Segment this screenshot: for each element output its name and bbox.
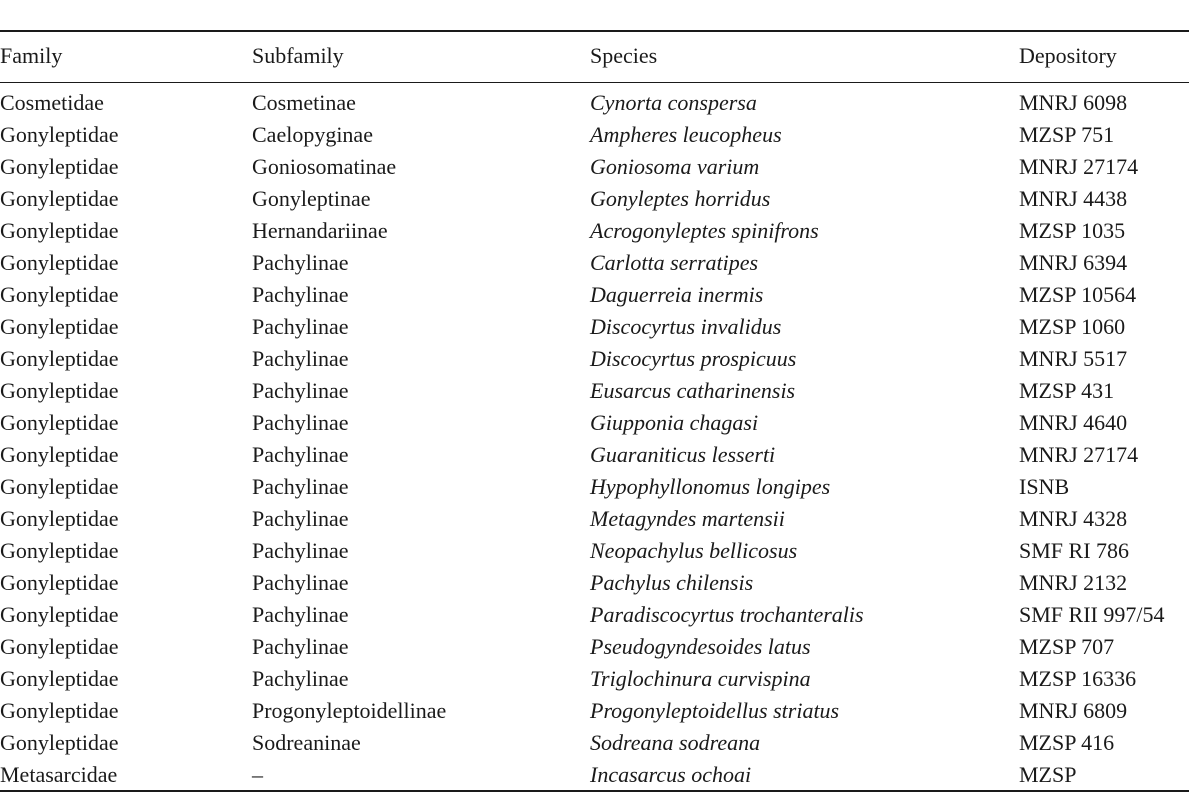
cell-depository: MNRJ 27174 bbox=[1019, 442, 1139, 467]
cell-family: Gonyleptidae bbox=[0, 634, 119, 659]
cell-species: Cynorta conspersa bbox=[590, 90, 757, 115]
cell-species: Incasarcus ochoai bbox=[590, 762, 752, 787]
table-row bbox=[0, 759, 1189, 791]
table-row bbox=[0, 343, 1189, 375]
cell-depository: MNRJ 6098 bbox=[1019, 90, 1128, 115]
header-family: Family bbox=[0, 43, 63, 68]
cell-family: Gonyleptidae bbox=[0, 410, 119, 435]
cell-species: Paradiscocyrtus trochanteralis bbox=[590, 602, 864, 627]
cell-family: Gonyleptidae bbox=[0, 730, 119, 755]
cell-family: Gonyleptidae bbox=[0, 666, 119, 691]
cell-family: Metasarcidae bbox=[0, 762, 118, 787]
cell-depository: MZSP 1035 bbox=[1019, 218, 1126, 243]
cell-species: Progonyleptoidellus striatus bbox=[590, 698, 840, 723]
cell-subfamily: Progonyleptoidellinae bbox=[252, 698, 447, 723]
header-subfamily: Subfamily bbox=[252, 43, 344, 68]
table-row bbox=[0, 439, 1189, 471]
cell-species: Triglochinura curvispina bbox=[590, 666, 811, 691]
cell-subfamily: – bbox=[252, 762, 263, 787]
cell-family: Gonyleptidae bbox=[0, 602, 119, 627]
table-header bbox=[0, 37, 1189, 75]
cell-depository: MNRJ 4640 bbox=[1019, 410, 1128, 435]
cell-species: Ampheres leucopheus bbox=[590, 122, 782, 147]
cell-subfamily: Sodreaninae bbox=[252, 730, 361, 755]
table-row bbox=[0, 663, 1189, 695]
table-row bbox=[0, 119, 1189, 151]
cell-family: Gonyleptidae bbox=[0, 250, 119, 275]
cell-subfamily: Pachylinae bbox=[252, 570, 349, 595]
cell-subfamily: Pachylinae bbox=[252, 378, 349, 403]
table-row bbox=[0, 183, 1189, 215]
table-row bbox=[0, 695, 1189, 727]
cell-subfamily: Goniosomatinae bbox=[252, 154, 397, 179]
cell-depository: MNRJ 27174 bbox=[1019, 154, 1139, 179]
cell-family: Gonyleptidae bbox=[0, 698, 119, 723]
cell-species: Goniosoma varium bbox=[590, 154, 760, 179]
cell-family: Gonyleptidae bbox=[0, 538, 119, 563]
cell-species: Pachylus chilensis bbox=[590, 570, 754, 595]
species-table bbox=[0, 37, 1189, 791]
cell-family: Gonyleptidae bbox=[0, 186, 119, 211]
cell-species: Guaraniticus lesserti bbox=[590, 442, 776, 467]
cell-depository: MNRJ 5517 bbox=[1019, 346, 1128, 371]
cell-species: Carlotta serratipes bbox=[590, 250, 759, 275]
cell-species: Gonyleptes horridus bbox=[590, 186, 771, 211]
cell-family: Gonyleptidae bbox=[0, 442, 119, 467]
header-species: Species bbox=[590, 43, 658, 68]
cell-species: Neopachylus bellicosus bbox=[590, 538, 798, 563]
cell-depository: MZSP 751 bbox=[1019, 122, 1115, 147]
cell-species: Metagyndes martensii bbox=[590, 506, 785, 531]
cell-subfamily: Pachylinae bbox=[252, 410, 349, 435]
cell-subfamily: Pachylinae bbox=[252, 442, 349, 467]
cell-family: Gonyleptidae bbox=[0, 282, 119, 307]
cell-subfamily: Pachylinae bbox=[252, 346, 349, 371]
cell-species: Discocyrtus invalidus bbox=[590, 314, 782, 339]
table-row bbox=[0, 375, 1189, 407]
cell-depository: MZSP 707 bbox=[1019, 634, 1115, 659]
cell-depository: MZSP 431 bbox=[1019, 378, 1115, 403]
cell-depository: ISNB bbox=[1019, 474, 1070, 499]
header-row bbox=[0, 37, 1189, 75]
cell-subfamily: Cosmetinae bbox=[252, 90, 356, 115]
table-row bbox=[0, 151, 1189, 183]
table-body bbox=[0, 75, 1189, 791]
cell-depository: MNRJ 4438 bbox=[1019, 186, 1128, 211]
cell-family: Gonyleptidae bbox=[0, 346, 119, 371]
cell-depository: MZSP 416 bbox=[1019, 730, 1115, 755]
cell-subfamily: Pachylinae bbox=[252, 250, 349, 275]
table-row bbox=[0, 631, 1189, 663]
cell-depository: MNRJ 6809 bbox=[1019, 698, 1128, 723]
cell-subfamily: Caelopyginae bbox=[252, 122, 373, 147]
cell-family: Gonyleptidae bbox=[0, 218, 119, 243]
cell-family: Gonyleptidae bbox=[0, 122, 119, 147]
cell-subfamily: Pachylinae bbox=[252, 314, 349, 339]
table-row bbox=[0, 503, 1189, 535]
cell-depository: MNRJ 4328 bbox=[1019, 506, 1128, 531]
cell-species: Eusarcus catharinensis bbox=[590, 378, 796, 403]
table-row bbox=[0, 311, 1189, 343]
table-row bbox=[0, 75, 1189, 119]
cell-depository: MZSP 10564 bbox=[1019, 282, 1137, 307]
cell-subfamily: Gonyleptinae bbox=[252, 186, 371, 211]
cell-family: Cosmetidae bbox=[0, 90, 104, 115]
cell-depository: MZSP 1060 bbox=[1019, 314, 1126, 339]
cell-depository: MZSP bbox=[1019, 762, 1077, 787]
cell-subfamily: Hernandariinae bbox=[252, 218, 388, 243]
header-depository: Depository bbox=[1019, 43, 1117, 68]
cell-family: Gonyleptidae bbox=[0, 154, 119, 179]
cell-subfamily: Pachylinae bbox=[252, 634, 349, 659]
cell-depository: SMF RI 786 bbox=[1019, 538, 1130, 563]
cell-subfamily: Pachylinae bbox=[252, 602, 349, 627]
cell-subfamily: Pachylinae bbox=[252, 474, 349, 499]
cell-species: Daguerreia inermis bbox=[590, 282, 764, 307]
cell-species: Sodreana sodreana bbox=[590, 730, 761, 755]
cell-depository: MNRJ 2132 bbox=[1019, 570, 1128, 595]
table-row bbox=[0, 215, 1189, 247]
table-row bbox=[0, 471, 1189, 503]
table-top-rule bbox=[0, 30, 1189, 32]
cell-family: Gonyleptidae bbox=[0, 378, 119, 403]
cell-subfamily: Pachylinae bbox=[252, 506, 349, 531]
cell-subfamily: Pachylinae bbox=[252, 282, 349, 307]
caption-fragment bbox=[0, 0, 1189, 8]
cell-family: Gonyleptidae bbox=[0, 506, 119, 531]
table-row bbox=[0, 407, 1189, 439]
cell-family: Gonyleptidae bbox=[0, 474, 119, 499]
table-row bbox=[0, 279, 1189, 311]
cell-species: Discocyrtus prospicuus bbox=[590, 346, 797, 371]
cell-family: Gonyleptidae bbox=[0, 570, 119, 595]
table-row bbox=[0, 599, 1189, 631]
table-row bbox=[0, 567, 1189, 599]
cell-species: Giupponia chagasi bbox=[590, 410, 759, 435]
cell-subfamily: Pachylinae bbox=[252, 538, 349, 563]
table-row bbox=[0, 247, 1189, 279]
cell-depository: MZSP 16336 bbox=[1019, 666, 1137, 691]
table-row bbox=[0, 535, 1189, 567]
cell-subfamily: Pachylinae bbox=[252, 666, 349, 691]
cell-species: Pseudogyndesoides latus bbox=[590, 634, 811, 659]
cell-family: Gonyleptidae bbox=[0, 314, 119, 339]
cell-species: Hypophyllonomus longipes bbox=[590, 474, 831, 499]
table-row bbox=[0, 727, 1189, 759]
cell-depository: MNRJ 6394 bbox=[1019, 250, 1128, 275]
cell-depository: SMF RII 997/54 bbox=[1019, 602, 1165, 627]
cell-species: Acrogonyleptes spinifrons bbox=[590, 218, 819, 243]
